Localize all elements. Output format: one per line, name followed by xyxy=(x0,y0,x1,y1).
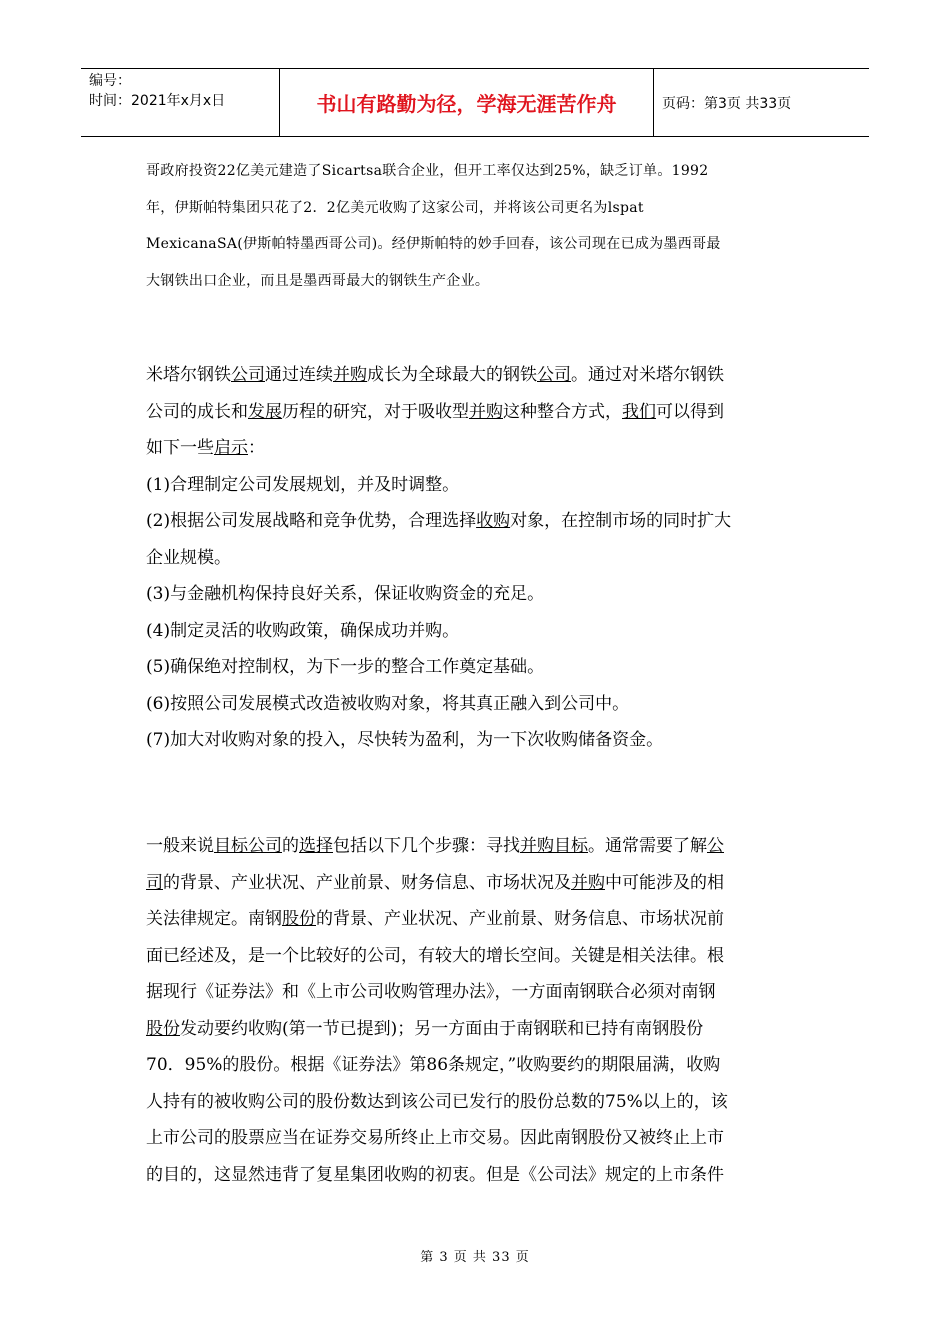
link-shares[interactable]: 股份 xyxy=(146,1018,180,1039)
list-item: (7)加大对收购对象的投入，尽快转为盈利，为一下次收购储备资金。 xyxy=(146,730,664,750)
page-header xyxy=(81,68,869,137)
list-item: (6)按照公司发展模式改造被收购对象，将其真正融入到公司中。 xyxy=(146,693,630,714)
text-line: 上市公司的股票应当在证券交易所终止上市交易。因此南钢股份又被终止上市 xyxy=(146,1128,724,1148)
page-footer: 第 3 页 共 33 页 xyxy=(420,1250,530,1265)
text-line: 哥政府投资22亿美元建造了Sicartsa联合企业，但开工率仅达到25%，缺乏订单。1992 xyxy=(146,163,709,179)
header-motto: 书山有路勤为径，学海无涯苦作舟 xyxy=(280,69,654,136)
text-line: 的目的，这显然违背了复星集团收购的初衷。但是《公司法》规定的上市条件 xyxy=(146,1164,724,1185)
link-insight[interactable]: 启示 xyxy=(214,438,248,458)
header-time: 时间：2021年x月x日 xyxy=(89,93,226,109)
header-page-number: 页码：第3页 共33页 xyxy=(662,95,792,112)
link-shares[interactable]: 股份 xyxy=(282,909,316,929)
link-company[interactable]: 公 xyxy=(707,836,724,856)
text-line: 司的背景、产业状况、产业前景、财务信息、市场状况及并购中可能涉及的相 xyxy=(146,872,724,893)
header-number: 编号： xyxy=(89,73,131,89)
list-item: (2)根据公司发展战略和竞争优势，合理选择收购对象，在控制市场的同时扩大 xyxy=(146,511,732,531)
text-line: 据现行《证券法》和《上市公司收购管理办法》，一方面南钢联合必须对南钢 xyxy=(146,982,716,1002)
list-item: (4)制定灵活的收购政策，确保成功并购。 xyxy=(146,620,460,641)
link-selection[interactable]: 选择 xyxy=(299,836,333,856)
list-item: (1)合理制定公司发展规划，并及时调整。 xyxy=(146,474,460,495)
list-item: (5)确保绝对控制权，为下一步的整合工作奠定基础。 xyxy=(146,657,545,677)
text-line: 米塔尔钢铁公司通过连续并购成长为全球最大的钢铁公司。通过对米塔尔钢铁 xyxy=(146,365,724,385)
link-company[interactable]: 公司 xyxy=(537,365,571,385)
paragraph-ispat-mexico xyxy=(146,153,806,299)
link-we[interactable]: 我们 xyxy=(622,401,656,422)
text-line: 面已经述及，是一个比较好的公司，有较大的增长空间。关键是相关法律。根 xyxy=(146,945,724,966)
link-merger-target[interactable]: 并购目标 xyxy=(520,836,588,856)
text-line: 70．95%的股份。根据《证券法》第86条规定，”收购要约的期限届满，收购 xyxy=(146,1055,721,1075)
link-acquisition[interactable]: 收购 xyxy=(476,511,511,531)
text-line: 股份发动要约收购(第一节已提到)；另一方面由于南钢联和已持有南钢股份 xyxy=(146,1018,704,1039)
paragraph-target-selection xyxy=(146,828,806,1193)
link-merger[interactable]: 并购 xyxy=(333,365,367,385)
text-line: MexicanaSA(伊斯帕特墨西哥公司)。经伊斯帕特的妙手回春，该公司现在已成为墨西哥最 xyxy=(146,236,721,252)
link-merger[interactable]: 并购 xyxy=(571,872,605,893)
list-item: (3)与金融机构保持良好关系，保证收购资金的充足。 xyxy=(146,584,545,604)
text-line: 如下一些启示： xyxy=(146,438,265,458)
text-line: 人持有的被收购公司的股份数达到该公司已发行的股份总数的75%以上的，该 xyxy=(146,1091,728,1112)
text-line: 关法律规定。南钢股份的背景、产业状况、产业前景、财务信息、市场状况前 xyxy=(146,909,724,929)
text-line: 年，伊斯帕特集团只花了2．2亿美元收购了这家公司，并将该公司更名为lspat xyxy=(146,199,644,216)
link-target-company[interactable]: 目标公司 xyxy=(214,836,282,856)
paragraph-mittal-lessons xyxy=(146,357,806,759)
link-company[interactable]: 公司 xyxy=(231,365,265,385)
link-merger[interactable]: 并购 xyxy=(469,401,503,422)
text-line: 一般来说目标公司的选择包括以下几个步骤：寻找并购目标。通常需要了解公 xyxy=(146,836,724,856)
list-item-continuation: 企业规模。 xyxy=(146,547,231,568)
link-development[interactable]: 发展 xyxy=(248,401,282,422)
text-line: 大钢铁出口企业，而且是墨西哥最大的钢铁生产企业。 xyxy=(146,272,490,289)
link-company[interactable]: 司 xyxy=(146,872,163,893)
text-line: 公司的成长和发展历程的研究，对于吸收型并购这种整合方式，我们可以得到 xyxy=(146,401,724,422)
header-meta xyxy=(81,69,280,136)
